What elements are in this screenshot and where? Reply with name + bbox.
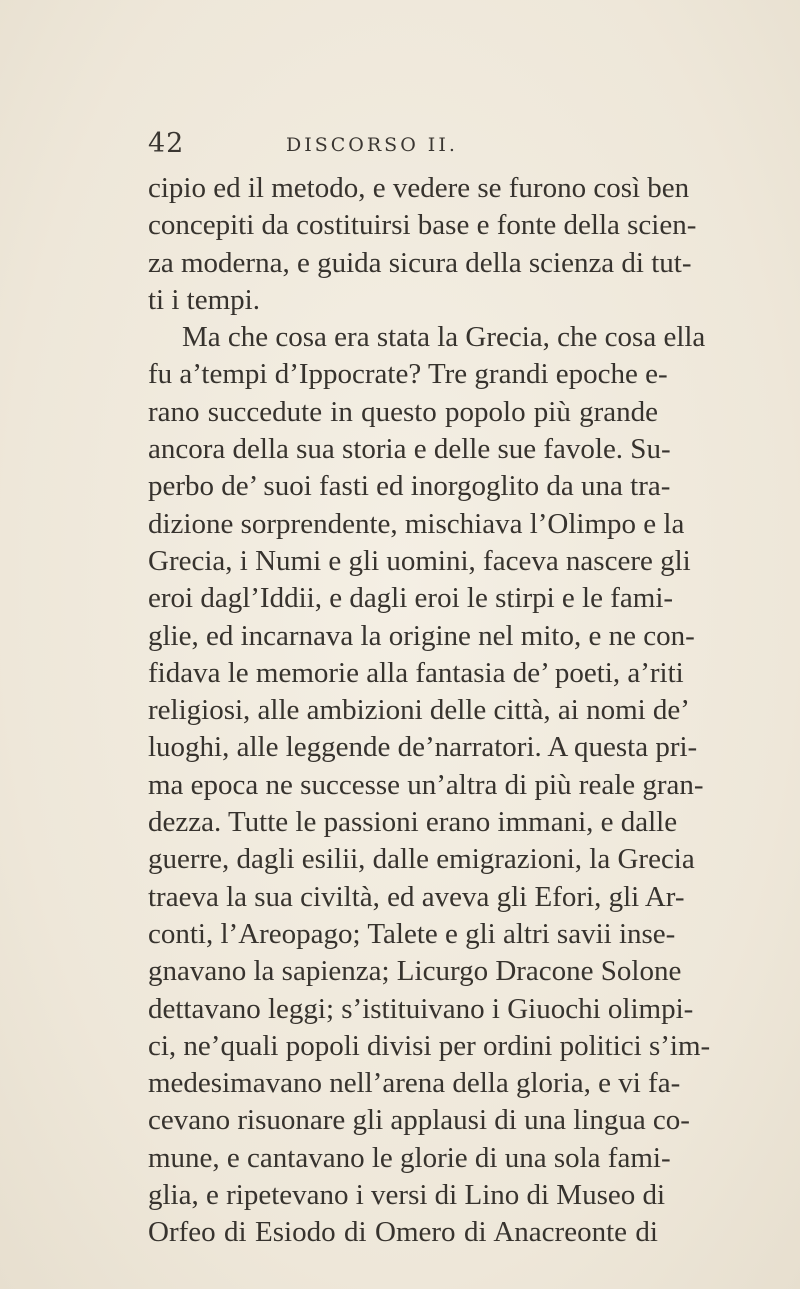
text-line: luoghi, alle leggende de’narratori. A questa pri- bbox=[148, 731, 698, 764]
page-number: 42 bbox=[148, 128, 185, 159]
text-line: eroi dagl’Iddii, e dagli eroi le stirpi e le fami- bbox=[148, 582, 674, 615]
text-line: Orfeo di Esiodo di Omero di Anacreonte di bbox=[148, 1216, 658, 1249]
text-line: za moderna, e guida sicura della scienza di tut- bbox=[148, 246, 692, 279]
text-line: cipio ed il metodo, e vedere se furono così ben bbox=[148, 172, 690, 204]
text-line: dizione sorprendente, mischiava l’Olimpo e la bbox=[148, 507, 685, 540]
text-line: glie, ed incarnava la origine nel mito, e ne con- bbox=[148, 619, 695, 652]
text-line: gnavano la sapienza; Licurgo Dracone Solone bbox=[148, 955, 682, 988]
text-line: concepiti da costituirsi base e fonte della scien- bbox=[148, 209, 697, 242]
text-line: cevano risuonare gli applausi di una lingua co- bbox=[148, 1104, 690, 1137]
text-line: dettavano leggi; s’istituivano i Giuochi olimpi- bbox=[148, 992, 694, 1025]
text-line: Ma che cosa era stata la Grecia, che cosa ella bbox=[182, 321, 706, 354]
text-line: ti i tempi. bbox=[148, 283, 260, 316]
text-line: ma epoca ne successe un’altra di più reale gran- bbox=[148, 768, 704, 801]
text-line: fu a’tempi d’Ippocrate? Tre grandi epoche e- bbox=[148, 358, 668, 391]
text-line: mune, e cantavano le glorie di una sola fami- bbox=[148, 1141, 671, 1174]
text-line: fidava le memorie alla fantasia de’ poeti, a’riti bbox=[148, 656, 684, 689]
text-line: conti, l’Areopago; Talete e gli altri savii inse- bbox=[148, 917, 676, 950]
text-line: religiosi, alle ambizioni delle città, ai nomi de’ bbox=[148, 694, 690, 727]
text-line: ci, ne’quali popoli divisi per ordini politici s’im- bbox=[148, 1029, 711, 1062]
text-line: glia, e ripetevano i versi di Lino di Museo di bbox=[148, 1179, 666, 1212]
text-line: traeva la sua civiltà, ed aveva gli Efori, gli Ar- bbox=[148, 880, 685, 913]
text-line: ancora della sua storia e delle sue favole. Su- bbox=[148, 433, 671, 466]
page-header bbox=[148, 128, 648, 164]
text-line: perbo de’ suoi fasti ed inorgoglito da una tra- bbox=[148, 470, 671, 503]
running-head: DISCORSO II. bbox=[286, 134, 458, 156]
text-line: rano succedute in questo popolo più grande bbox=[148, 395, 658, 428]
text-line: Grecia, i Numi e gli uomini, faceva nascere gli bbox=[148, 544, 691, 577]
text-line: dezza. Tutte le passioni erano immani, e dalle bbox=[148, 806, 678, 839]
text-line: medesimavano nell’arena della gloria, e vi fa- bbox=[148, 1067, 681, 1100]
text-line: guerre, dagli esilii, dalle emigrazioni, la Grecia bbox=[148, 843, 695, 876]
body-text bbox=[148, 170, 711, 1252]
